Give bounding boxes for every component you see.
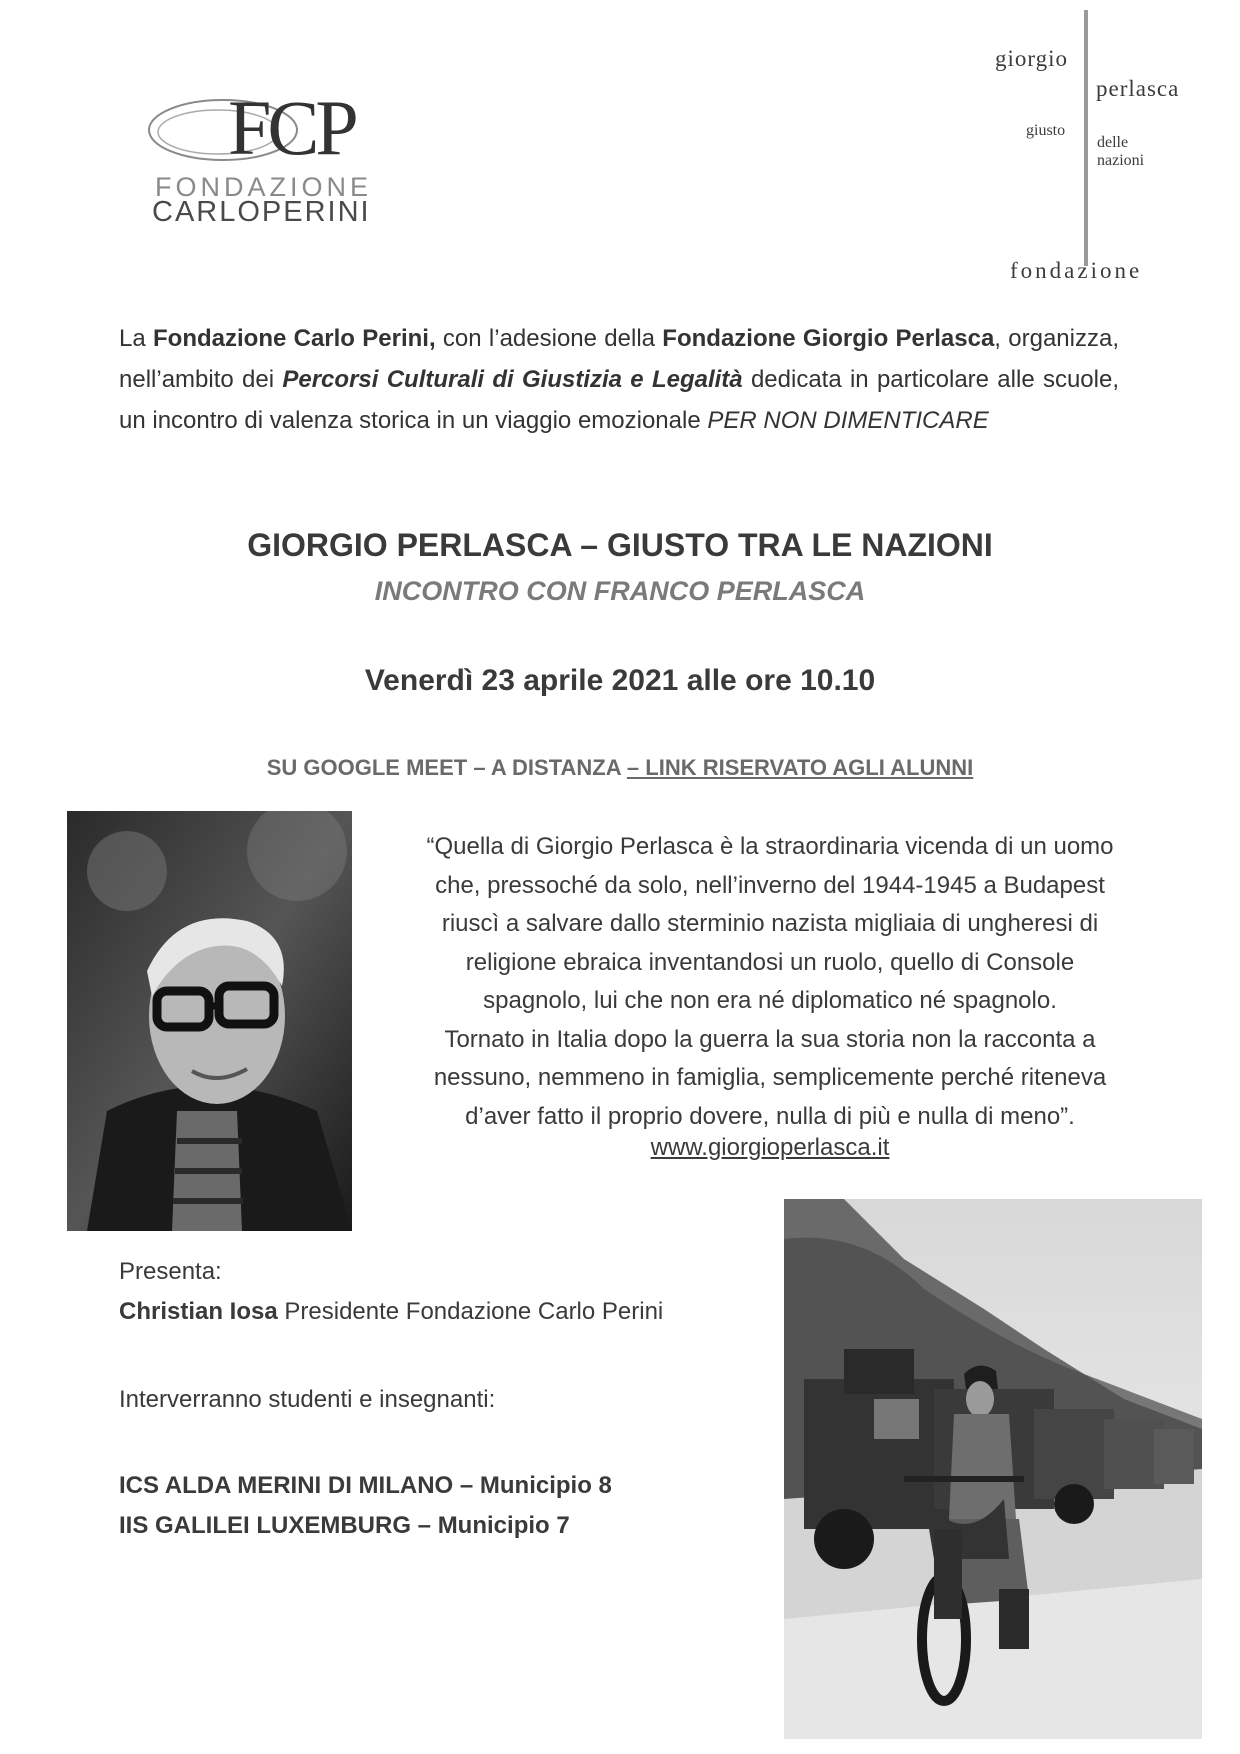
fcp-logo-line1: FONDAZIONE (155, 172, 373, 202)
intro-text: con l’adesione della (435, 325, 663, 352)
intro-org-perini: Fondazione Carlo Perini, (153, 325, 436, 352)
presenter-role: Presidente Fondazione Carlo Perini (277, 1298, 664, 1325)
intro-text: dedicata in particolare alle scuole, un incontro di valenza storica in un viaggio emozionale (119, 366, 1120, 434)
quote-block (400, 828, 1140, 1136)
event-location-text: SU GOOGLE MEET – A DISTANZA (266, 755, 627, 780)
school-item: ICS ALDA MERINI DI MILANO – Municipio 8 (119, 1472, 612, 1499)
quote-line: che, pressoché da solo, nell’inverno del 1944-1945 a Budapest (435, 871, 1105, 899)
quote-line: “Quella di Giorgio Perlasca è la straordinaria vicenda di un uomo (426, 833, 1114, 860)
intro-org-perlasca: Fondazione Giorgio Perlasca (662, 325, 995, 352)
event-location-reserved: – LINK RISERVATO AGLI ALUNNI (626, 755, 974, 780)
intro-text: , organizza, nell’ambito dei (119, 325, 1119, 393)
motorcycle-photo (784, 1199, 1202, 1739)
portrait-photo (67, 811, 352, 1231)
perlasca-logo-perlasca: perlasca (1096, 76, 1180, 101)
perlasca-logo-giusto: giusto (1026, 122, 1066, 139)
perlasca-logo-giorgio: giorgio (995, 46, 1069, 71)
event-title: GIORGIO PERLASCA – GIUSTO TRA LE NAZIONI (247, 527, 993, 563)
svg-text:FCP: FCP (228, 92, 355, 171)
intro-program-name: Percorsi Culturali di Giustizia e Legalità (282, 366, 743, 393)
perlasca-logo-fondazione: fondazione (1010, 258, 1143, 283)
quote-line: riuscì a salvare dallo sterminio nazista migliaia di ungheresi di (441, 910, 1099, 937)
intro-text: La (119, 325, 153, 352)
fcp-logo-line2: CARLOPERINI (152, 196, 371, 228)
quote-line: religione ebraica inventandosi un ruolo, quello di Console (465, 948, 1075, 976)
presenter-line (119, 1298, 663, 1326)
event-subtitle: INCONTRO CON FRANCO PERLASCA (374, 576, 866, 606)
intro-tagline: PER NON DIMENTICARE (707, 407, 989, 434)
quote-line: d’aver fatto il proprio dovere, nulla di più e nulla di meno”. (465, 1102, 1075, 1130)
perlasca-logo-nazioni: nazioni (1097, 152, 1145, 169)
presenter-name: Christian Iosa (119, 1298, 278, 1325)
quote-line: spagnolo, lui che non era né diplomatico né spagnolo. (483, 987, 1057, 1014)
event-location (0, 755, 1240, 781)
perlasca-logo-delle: delle (1097, 134, 1129, 151)
presenter-label: Presenta: (119, 1258, 222, 1285)
event-date: Venerdì 23 aprile 2021 alle ore 10.10 (364, 664, 876, 697)
intro-paragraph (119, 318, 1119, 441)
perlasca-logo-bar (1084, 10, 1088, 266)
speakers-label: Interverranno studenti e insegnanti: (119, 1386, 496, 1413)
quote-line: Tornato in Italia dopo la guerra la sua storia non la racconta a (444, 1025, 1096, 1053)
website-link[interactable]: www.giorgioperlasca.it (650, 1134, 890, 1161)
quote-line: nessuno, nemmeno in famiglia, semplicemente perché riteneva (433, 1064, 1107, 1091)
school-item: IIS GALILEI LUXEMBURG – Municipio 7 (119, 1512, 570, 1539)
